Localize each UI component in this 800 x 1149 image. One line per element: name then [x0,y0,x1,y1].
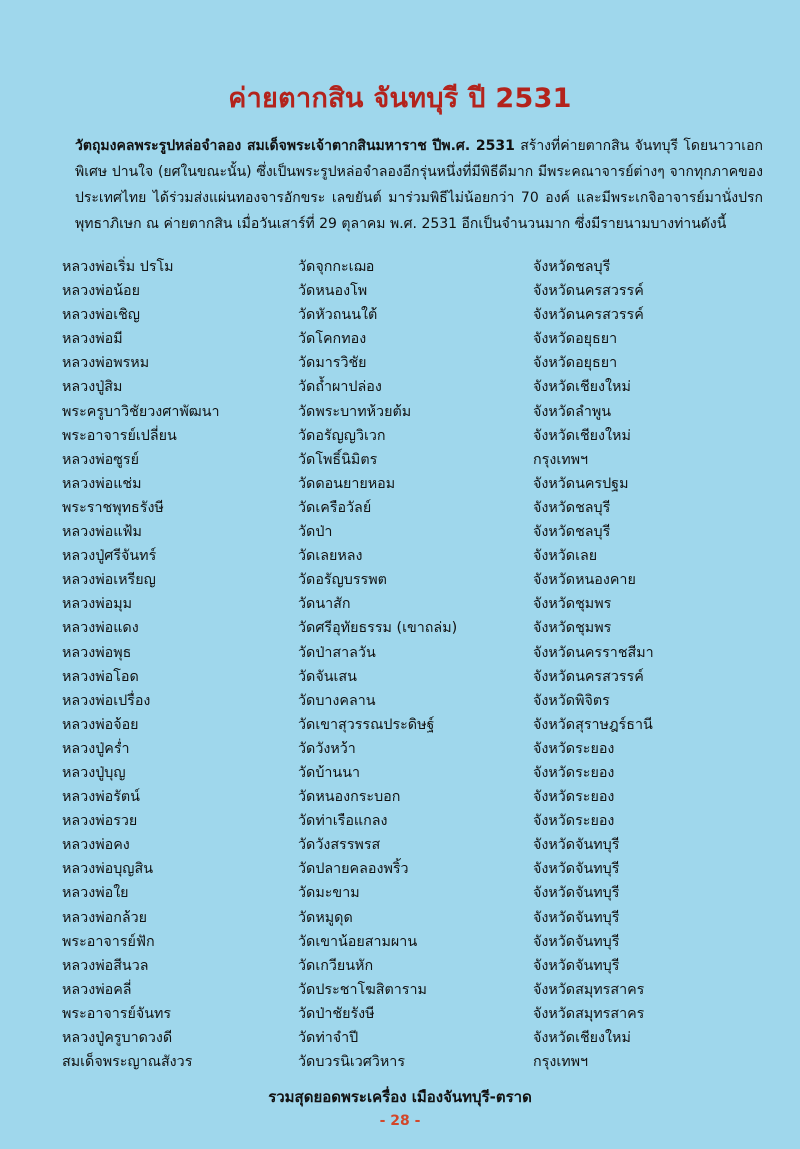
temple-name: วัดถ้ำผาปล่อง [298,379,382,396]
list-item [62,1002,762,1026]
temple-name: วัดบวรนิเวศวิหาร [298,1054,406,1071]
temple-name: วัดเกวียนหัก [298,957,374,974]
monk-name: หลวงปู่ศรีจันทร์ [62,548,157,565]
intro-paragraph [75,133,763,237]
list-item [62,279,762,303]
province-name: กรุงเทพฯ [533,1054,589,1071]
province-name: จังหวัดลำพูน [533,403,612,420]
list-item [62,665,762,689]
temple-name: วัดเขาน้อยสามผาน [298,933,418,950]
list-item [62,641,762,665]
list-item [62,255,762,279]
monk-name: หลวงพ่อคง [62,837,130,854]
monk-name: หลวงพ่อพุธ [62,644,132,661]
temple-name: วัดเขาสุวรรณประดิษฐ์ [298,716,435,733]
list-item [62,472,762,496]
province-name: จังหวัดสมุทรสาคร [533,1005,645,1022]
province-name: จังหวัดชุมพร [533,620,612,637]
monk-name: หลวงพ่อแฟ้ม [62,524,142,541]
monk-name: หลวงพ่อเหรียญ [62,572,156,589]
province-name: จังหวัดนครสวรรค์ [533,668,644,685]
province-name: จังหวัดเชียงใหม่ [533,427,631,444]
temple-name: วัดประชาโฆสิตาราม [298,981,427,998]
list-item [62,400,762,424]
province-name: จังหวัดชุมพร [533,596,612,613]
province-name: จังหวัดระยอง [533,740,615,757]
temple-name: วัดหนองกระบอก [298,789,401,806]
province-name: จังหวัดระยอง [533,789,615,806]
intro-body: สร้างที่ค่ายตากสิน จันทบุรี โดยนาวาเอกพิเศษ ปานใจ (ยศในขณะนั้น) ซึ่งเป็นพระรูปหล่อจำลองอีกรุ่นหนึ่งที่มีพิธีดีมาก มีพระคณาจารย์ต่างๆ จากทุกภาคของประเทศไทย ได้ร่วมส่งแผ่นทองจารอักขระ เลขยันต์ มาร่วมพิธีไม่น้อยกว่า 70 องค์ และมีพระเกจิอาจารย์มานั่งปรกพุทธาภิเษก ณ ค่ายตากสิน เมื่อวันเสาร์ที่ 29 ตุลาคม พ.ศ. 2531 อีกเป็นจำนวนมาก ซึ่งมีรายนามบางท่านดังนี้ [75,138,763,232]
monk-name: หลวงปู่บุญ [62,764,126,781]
province-name: จังหวัดเชียงใหม่ [533,1030,631,1046]
temple-name: วัดวังหว้า [298,740,356,757]
monk-name: หลวงพ่อเริ่ม ปรโม [62,259,174,275]
province-name: จังหวัดระยอง [533,764,615,781]
province-name: จังหวัดจันทบุรี [533,837,620,854]
temple-name: วัดมะขาม [298,885,360,902]
province-name: จังหวัดชลบุรี [533,524,611,541]
list-item [62,520,762,544]
temple-name: วัดหนองโพ [298,283,368,300]
list-item [62,930,762,954]
monk-name: หลวงพ่อบุญสิน [62,861,153,878]
province-name: จังหวัดสุราษฎร์ธานี [533,716,653,733]
list-item [62,954,762,978]
page-title: ค่ายตากสิน จันทบุรี ปี 2531 [228,83,572,114]
province-name: จังหวัดอยุธยา [533,331,618,348]
monk-name: หลวงพ่อจ้อย [62,716,139,733]
intro-lead: วัตถุมงคลพระรูปหล่อจำลอง สมเด็จพระเจ้าตากสินมหาราช ปีพ.ศ. 2531 [75,138,515,154]
list-item [62,978,762,1002]
province-name: จังหวัดนครราชสีมา [533,644,654,661]
monk-name: หลวงพ่อรัตน์ [62,789,140,806]
monk-name: พระครูบาวิชัยวงศาพัฒนา [62,403,220,420]
monk-name: หลวงพ่อมี [62,331,123,348]
monk-name: หลวงพ่อแช่ม [62,475,142,492]
monk-name: หลวงพ่อกล้วย [62,909,148,926]
province-name: จังหวัดจันทบุรี [533,957,620,974]
temple-name: วัดจันเสน [298,668,357,685]
monk-name: พระอาจารย์จันทร [62,1005,172,1022]
list-item [62,424,762,448]
temple-name: วัดเครือวัลย์ [298,499,372,516]
province-name: จังหวัดจันทบุรี [533,909,620,926]
province-name: จังหวัดนครสวรรค์ [533,283,644,300]
list-item [62,713,762,737]
temple-name: วัดอรัญญวิเวก [298,427,386,444]
province-name: จังหวัดเชียงใหม่ [533,379,631,396]
list-item [62,303,762,327]
monk-name: หลวงพ่อโอด [62,668,139,685]
list-item [62,906,762,930]
temple-name: วัดป่าสาลวัน [298,644,376,661]
monk-name: หลวงปู่ครูบาดวงดี [62,1030,173,1046]
list-item [62,737,762,761]
temple-name: วัดพระบาทห้วยต้ม [298,403,412,420]
monk-name: หลวงพ่อพรหม [62,355,150,372]
temple-name: วัดเลยหลง [298,548,363,565]
monk-name: หลวงพ่อเปรื่อง [62,692,151,709]
temple-name: วัดดอนยายหอม [298,475,396,492]
list-item [62,881,762,905]
temple-name: วัดนาสัก [298,596,351,613]
monk-name: พระอาจารย์ฟัก [62,933,155,950]
province-name: จังหวัดชลบุรี [533,259,611,275]
list-item [62,351,762,375]
temple-name: วัดบางคลาน [298,692,376,709]
temple-name: วัดหมูดุด [298,909,353,926]
list-item [62,761,762,785]
temple-name: วัดท่าจำปี [298,1030,359,1046]
monk-name: หลวงพ่อเชิญ [62,307,140,324]
temple-name: วัดโคกทอง [298,331,367,348]
list-item [62,327,762,351]
monk-list [62,255,762,1074]
province-name: จังหวัดระยอง [533,813,615,830]
province-name: จังหวัดชลบุรี [533,499,611,516]
temple-name: วัดจุกกะเฌอ [298,259,375,275]
list-item [62,1050,762,1074]
province-name: จังหวัดจันทบุรี [533,885,620,902]
province-name: จังหวัดสมุทรสาคร [533,981,645,998]
list-item [62,833,762,857]
monk-name: หลวงพ่อมุม [62,596,133,613]
temple-name: วัดหัวถนนใต้ [298,307,378,324]
monk-name: หลวงพ่อซูรย์ [62,451,139,468]
province-name: กรุงเทพฯ [533,451,589,468]
province-name: จังหวัดเลย [533,548,598,565]
list-item [62,568,762,592]
temple-name: วัดป่าชัยรังษี [298,1005,375,1022]
list-item [62,592,762,616]
footer-title: รวมสุดยอดพระเครื่อง เมืองจันทบุรี-ตราด [268,1088,532,1106]
list-item [62,375,762,399]
monk-name: หลวงพ่อใย [62,885,129,902]
page-number: - 28 - [379,1113,421,1129]
temple-name: วัดโพธิ์นิมิตร [298,451,378,468]
monk-name: พระอาจารย์เปลี่ยน [62,427,177,444]
monk-name: พระราชพุทธรังษี [62,499,164,516]
list-item [62,616,762,640]
temple-name: วัดบ้านนา [298,764,360,781]
list-item [62,857,762,881]
monk-name: หลวงพ่อสีนวล [62,957,149,974]
list-item [62,496,762,520]
list-item [62,1026,762,1050]
province-name: จังหวัดจันทบุรี [533,861,620,878]
province-name: จังหวัดนครสวรรค์ [533,307,644,324]
temple-name: วัดป่า [298,524,333,541]
temple-name: วัดมารวิชัย [298,355,367,372]
province-name: จังหวัดอยุธยา [533,355,618,372]
monk-name: หลวงพ่อแดง [62,620,139,637]
monk-name: หลวงพ่อรวย [62,813,138,830]
temple-name: วัดอรัญบรรพต [298,572,387,589]
monk-name: หลวงปู่สิม [62,379,123,396]
monk-name: หลวงพ่อน้อย [62,283,140,300]
monk-name: หลวงพ่อคลี่ [62,981,132,998]
monk-name: สมเด็จพระญาณสังวร [62,1054,193,1071]
list-item [62,544,762,568]
temple-name: วัดท่าเรือแกลง [298,813,388,830]
temple-name: วัดปลายคลองพริ้ว [298,861,409,878]
province-name: จังหวัดนครปฐม [533,475,629,492]
province-name: จังหวัดพิจิตร [533,692,610,709]
list-item [62,785,762,809]
list-item [62,809,762,833]
province-name: จังหวัดจันทบุรี [533,933,620,950]
list-item [62,689,762,713]
province-name: จังหวัดหนองคาย [533,572,636,589]
temple-name: วัดวังสรรพรส [298,837,381,854]
list-item [62,448,762,472]
temple-name: วัดศรีอุทัยธรรม (เขาถล่ม) [298,620,458,637]
monk-name: หลวงปู่คร่ำ [62,740,130,757]
